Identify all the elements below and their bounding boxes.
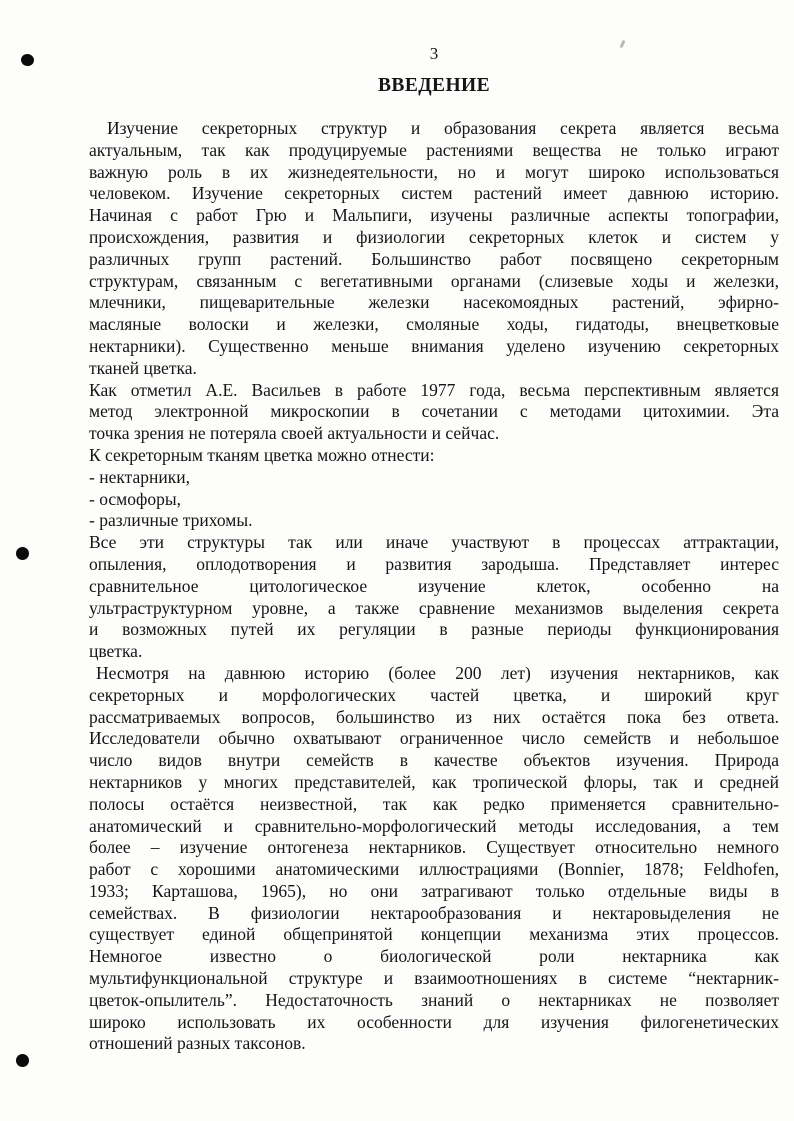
text-line: Изучение секреторных структур и образования секрета является весьма xyxy=(107,118,779,138)
text-line: семействах. В физиологии нектарообразования и нектаровыделения не xyxy=(89,902,779,923)
text-line: полосы остаётся неизвестной, так как редко применяется сравнительно- xyxy=(89,793,779,814)
text-line: точка зрения не потеряла своей актуальности и сейчас. xyxy=(89,423,500,444)
text-line: Немногое известно о биологической роли нектарника как xyxy=(89,946,779,967)
body-text xyxy=(89,118,779,1055)
page-number: 3 xyxy=(429,44,439,63)
text-line: число видов внутри семейств в качестве объектов изучения. Природа xyxy=(89,750,779,771)
text-line: рассматриваемых вопросов, большинство из них остаётся пока без ответа. xyxy=(89,706,779,727)
text-line: важную роль в их жизнедеятельности, но и могут широко использоваться xyxy=(89,161,779,182)
text-line: актуальным, так как продуцируемые растениями вещества не только играют xyxy=(89,139,779,160)
paragraph xyxy=(89,532,779,663)
paragraph xyxy=(89,118,779,380)
text-line: тканей цветка. xyxy=(89,357,197,378)
list-item: - различные трихомы. xyxy=(89,510,253,531)
text-line: метод электронной микроскопии в сочетании с методами цитохимии. Эта xyxy=(89,401,779,422)
text-line: Начиная с работ Грю и Мальпиги, изучены различные аспекты топографии, xyxy=(89,205,779,226)
text-line: работ с хорошими анатомическими иллюстрациями (Bonnier, 1878; Feldhofen, xyxy=(89,859,779,880)
text-line: более – изучение онтогенеза нектарников. Существует относительно немного xyxy=(89,837,779,858)
text-line: Исследователи обычно охватывают ограниченное число семейств и небольшое xyxy=(89,728,779,749)
text-line: К секреторным тканям цветка можно отнести: xyxy=(89,444,435,465)
page-header xyxy=(89,44,779,97)
text-line: структурам, связанным с вегетативными органами (слизевые ходы и железки, xyxy=(89,270,779,291)
text-line: Все эти структуры так или иначе участвуют в процессах аттрактации, xyxy=(89,532,779,553)
list-item: - нектарники, xyxy=(89,466,190,487)
text-line: Как отметил А.Е. Васильев в работе 1977 года, весьма перспективным является xyxy=(89,379,779,400)
text-line: широко использовать их особенности для изучения филогенетических xyxy=(89,1011,779,1032)
punch-hole-mark-bottom xyxy=(16,1054,29,1067)
text-line: секреторных и морфологических частей цветка, и широкий круг xyxy=(89,684,779,705)
section-title: ВВЕДЕНИЕ xyxy=(378,75,490,96)
text-line: мультифункциональной структуре и взаимоотношениях в системе “нектарник- xyxy=(89,968,779,989)
text-line: существует единой общепринятой концепции механизма этих процессов. xyxy=(89,924,779,945)
text-line: анатомический и сравнительно-морфологический методы исследования, а тем xyxy=(89,815,779,836)
text-line: нектарников у многих представителей, как тропической флоры, так и средней xyxy=(89,771,779,792)
text-line: масляные волоски и железки, смоляные ходы, гидатоды, внецветковые xyxy=(89,314,779,335)
text-line: происхождения, развития и физиологии секреторных клеток и систем у xyxy=(89,226,779,247)
bulleted-list xyxy=(89,467,779,532)
text-line: различных групп растений. Большинство работ посвящено секреторным xyxy=(89,248,779,269)
paragraph xyxy=(89,663,779,1055)
text-line: человеком. Изучение секреторных систем растений имеет давнюю историю. xyxy=(89,183,779,204)
text-line: цветок-опылитель”. Недостаточность знаний о нектарниках не позволяет xyxy=(89,989,779,1010)
text-line: цветка. xyxy=(89,641,143,662)
text-line: млечники, пищеварительные железки насекомоядных растений, эфирно- xyxy=(89,292,779,313)
paragraph xyxy=(89,445,779,467)
text-line: 1933; Карташова, 1965), но они затрагивают только отдельные виды в xyxy=(89,880,779,901)
text-line: ультраструктурном уровне, а также сравнение механизмов выделения секрета xyxy=(89,597,779,618)
text-line: Несмотря на давнюю историю (более 200 лет) изучения нектарников, как xyxy=(96,662,779,683)
text-line: нектарники). Существенно меньше внимания уделено изучению секреторных xyxy=(89,335,779,356)
text-line: опыления, оплодотворения и развития зародыша. Представляет интерес xyxy=(89,553,779,574)
text-line: и возможных путей их регуляции в разные периоды функционирования xyxy=(89,619,779,640)
text-line: отношений разных таксонов. xyxy=(89,1033,306,1054)
list-item: - осмофоры, xyxy=(89,488,181,509)
text-line: сравнительное цитологическое изучение клеток, особенно на xyxy=(89,575,779,596)
punch-hole-mark-middle xyxy=(16,547,29,560)
punch-hole-mark-top xyxy=(20,53,35,67)
paragraph xyxy=(89,380,779,445)
